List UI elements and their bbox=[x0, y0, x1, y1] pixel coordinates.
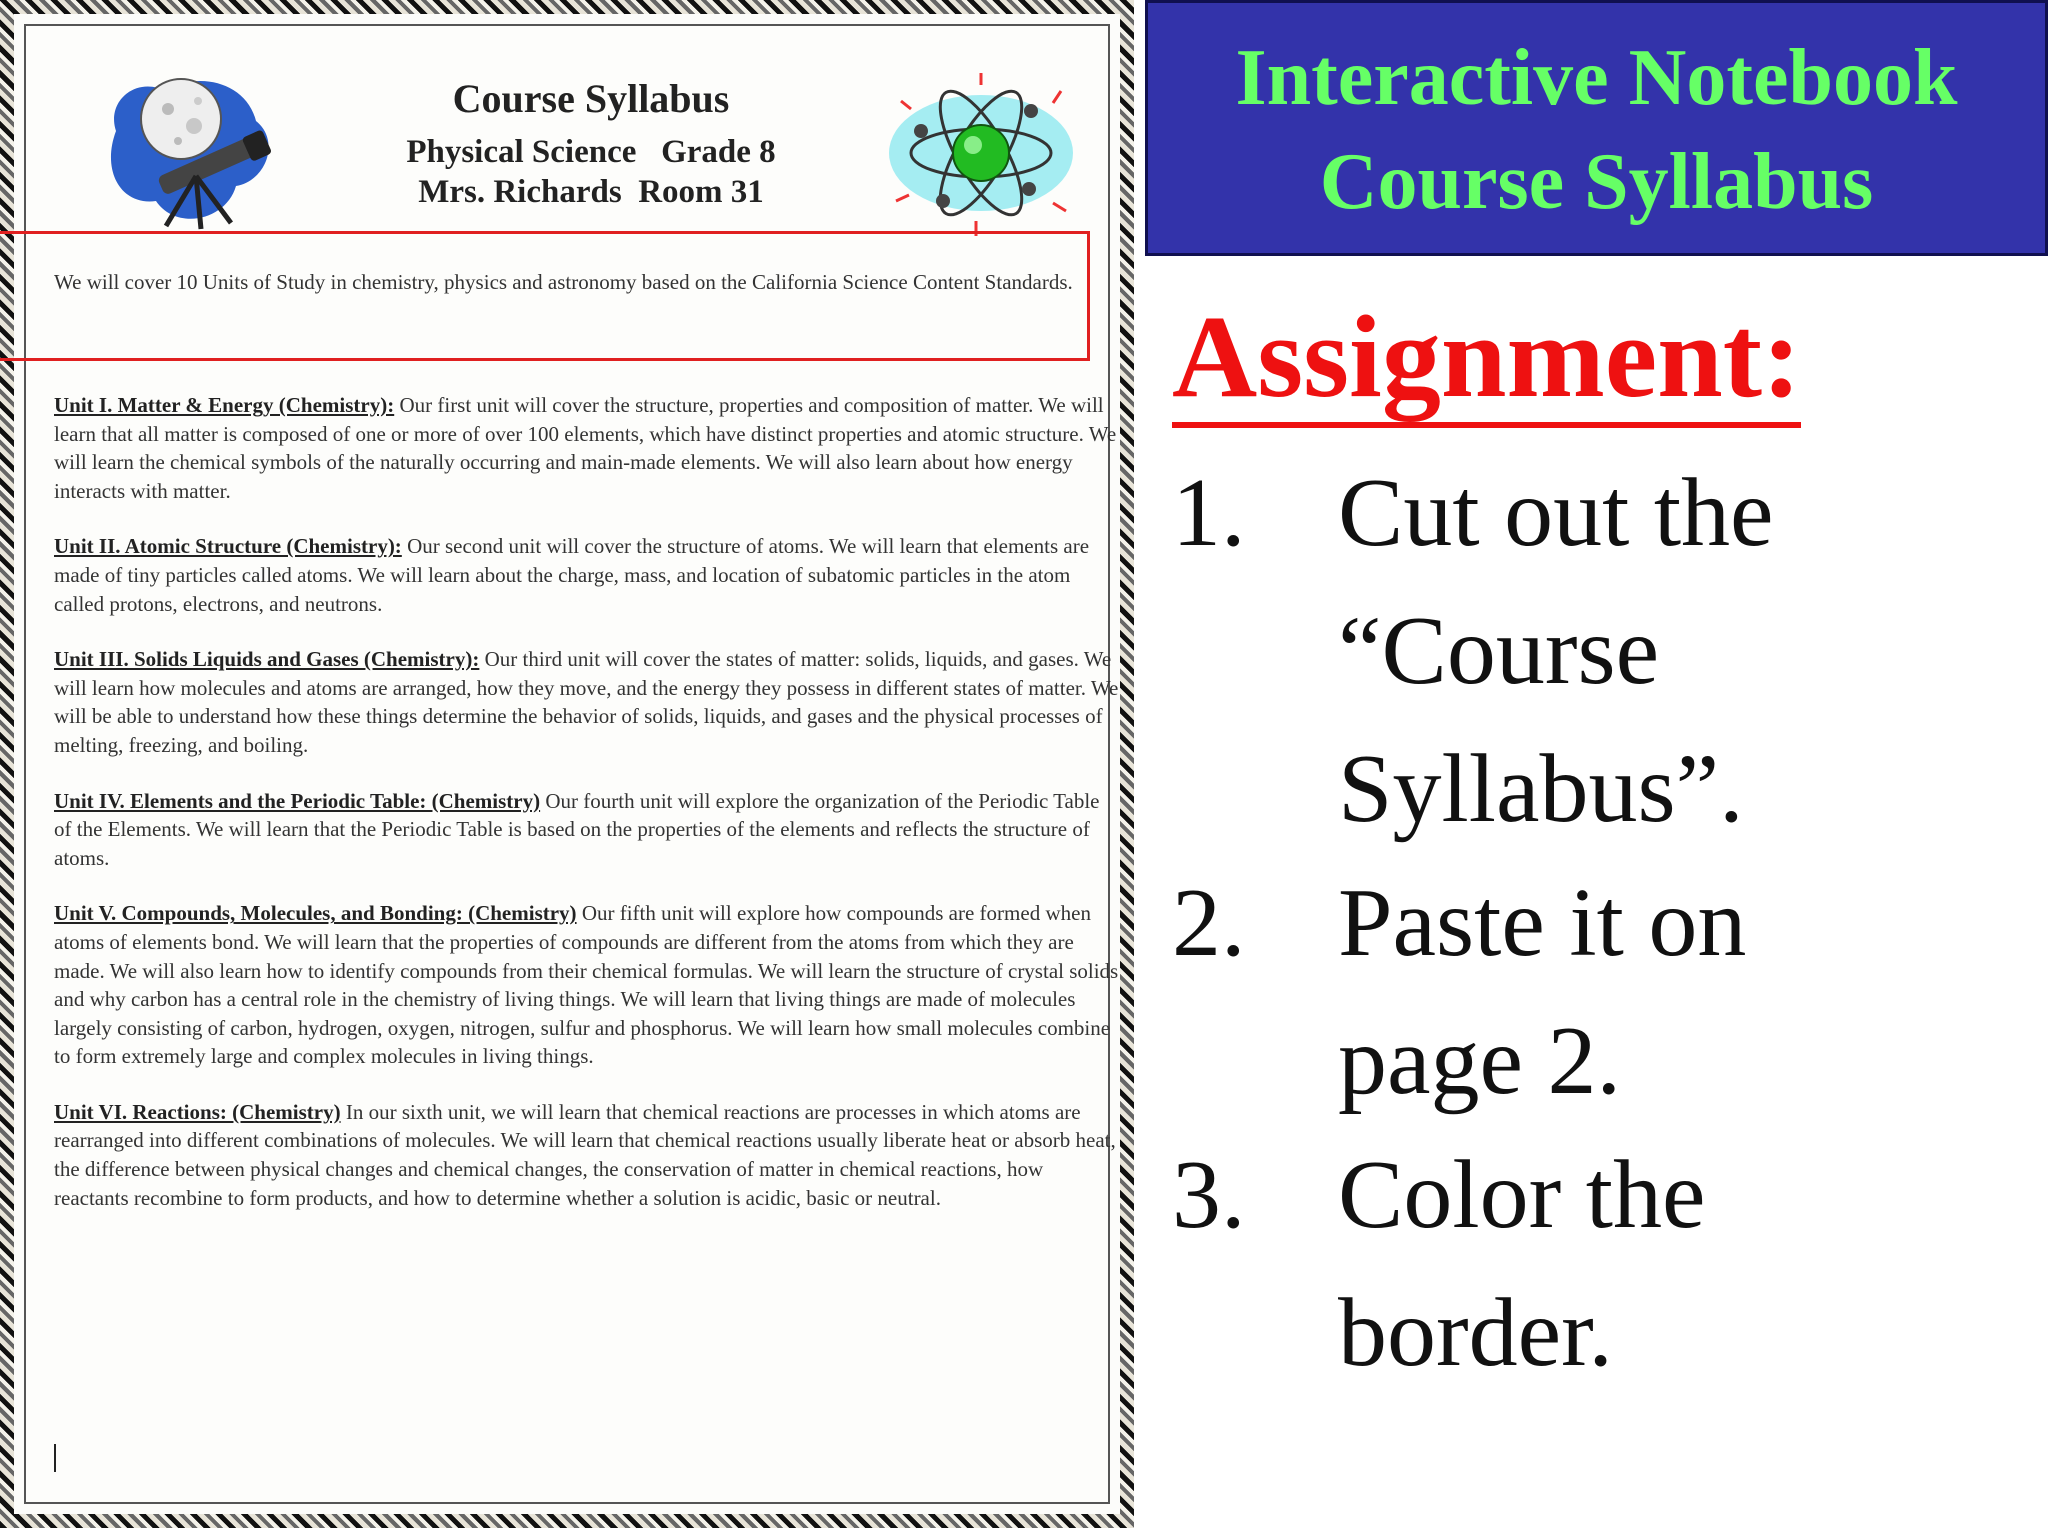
step-2-line: Paste it on bbox=[1338, 869, 1747, 977]
step-3-number: 3. bbox=[1172, 1141, 1246, 1249]
unit-heading: Unit III. Solids Liquids and Gases (Chemistry): bbox=[54, 647, 480, 672]
step-1-line: Cut out the bbox=[1338, 459, 1774, 567]
syllabus-title: Course Syllabus bbox=[452, 76, 730, 121]
text-cursor bbox=[54, 1444, 56, 1472]
syllabus-teacher-room: Mrs. Richards Room 31 bbox=[418, 174, 764, 210]
step-2-line: page 2. bbox=[1338, 1007, 1621, 1115]
step-3-line: Color the bbox=[1338, 1141, 1706, 1249]
syllabus-header bbox=[26, 26, 1108, 236]
step-1-line: “Course bbox=[1338, 597, 1660, 705]
step-1-line: Syllabus”. bbox=[1338, 735, 1744, 843]
atom-icon bbox=[881, 71, 1081, 241]
unit-heading: Unit IV. Elements and the Periodic Table: (Chemistry) bbox=[54, 788, 541, 813]
unit-1 bbox=[54, 391, 1122, 505]
unit-5 bbox=[54, 899, 1122, 1071]
banner-title-line2: Course Syllabus bbox=[1319, 138, 1874, 226]
unit-3 bbox=[54, 645, 1122, 759]
unit-heading: Unit V. Compounds, Molecules, and Bonding: (Chemistry) bbox=[54, 901, 577, 926]
step-3-line: border. bbox=[1338, 1279, 1613, 1387]
unit-2 bbox=[54, 532, 1122, 618]
unit-heading: Unit I. Matter & Energy (Chemistry): bbox=[54, 393, 395, 417]
unit-heading: Unit II. Atomic Structure (Chemistry): bbox=[54, 534, 402, 559]
unit-body: In our sixth unit, we will learn that chemical reactions are processes in which atoms are rearranged into different combinations of molecules. We will learn that chemical reactions usually liberate heat or absorb heat, the difference between physical changes and chemical changes, the conservation of matter in chemical reactions, how reactants recombine to form products, and how to determine whether a solution is acidic, basic or neutral. bbox=[54, 1099, 1116, 1210]
units-list bbox=[54, 391, 1122, 1239]
step-1-number: 1. bbox=[1172, 459, 1246, 567]
unit-body: Our first unit will cover the structure, properties and composition of matter. We will learn that all matter is composed of one or more of over 100 elements, which have distinct properties and atomic structure. We will learn the chemical symbols of the naturally occurring and main-made elements. We will also learn about how energy interacts with matter. bbox=[54, 393, 1117, 503]
title-banner bbox=[1145, 0, 2048, 256]
unit-body: Our second unit will cover the structure of atoms. We will learn that elements are made of tiny particles called atoms. We will learn about the charge, mass, and location of subatomic particles in the atom called protons, electrons, and neutrons. bbox=[54, 534, 1090, 616]
assignment-heading: Assignment: bbox=[1172, 292, 1801, 428]
unit-heading: Unit VI. Reactions: (Chemistry) bbox=[54, 1099, 341, 1124]
intro-highlight-box bbox=[0, 231, 1090, 361]
unit-body: Our fourth unit will explore the organization of the Periodic Table of the Elements. We will learn that the Periodic Table is based on the properties of the elements and reflects the structure of atoms. bbox=[54, 788, 1100, 870]
unit-4 bbox=[54, 787, 1122, 873]
syllabus-subject-grade: Physical Science Grade 8 bbox=[406, 134, 776, 170]
unit-body: Our fifth unit will explore how compounds are formed when atoms of elements bond. We will learn that the properties of compounds are different from the atoms from which they are made. We will also learn how to identify compounds from their chemical formulas. We will learn the structure of crystal solids and why carbon has a central role in the chemistry of living things. We will learn that living things are made of molecules largely consisting of carbon, hydrogen, oxygen, nitrogen, sulfur and phosphorus. We will learn how small molecules combine to form extremely large and complex molecules in living things. bbox=[54, 901, 1119, 1069]
unit-body: Our third unit will cover the states of matter: solids, liquids, and gases. We will learn how molecules and atoms are arranged, how they move, and the energy they possess in different states of matter. We will be able to understand how these things determine the behavior of solids, liquids, and gases and the physical processes of melting, freezing, and boiling. bbox=[54, 647, 1119, 757]
step-2-number: 2. bbox=[1172, 869, 1246, 977]
syllabus-intro: We will cover 10 Units of Study in chemistry, physics and astronomy based on the California Science Content Standards. bbox=[54, 270, 1073, 294]
banner-title-line1: Interactive Notebook bbox=[1235, 34, 1958, 122]
unit-6 bbox=[54, 1098, 1122, 1212]
telescope-moon-icon bbox=[96, 71, 286, 231]
